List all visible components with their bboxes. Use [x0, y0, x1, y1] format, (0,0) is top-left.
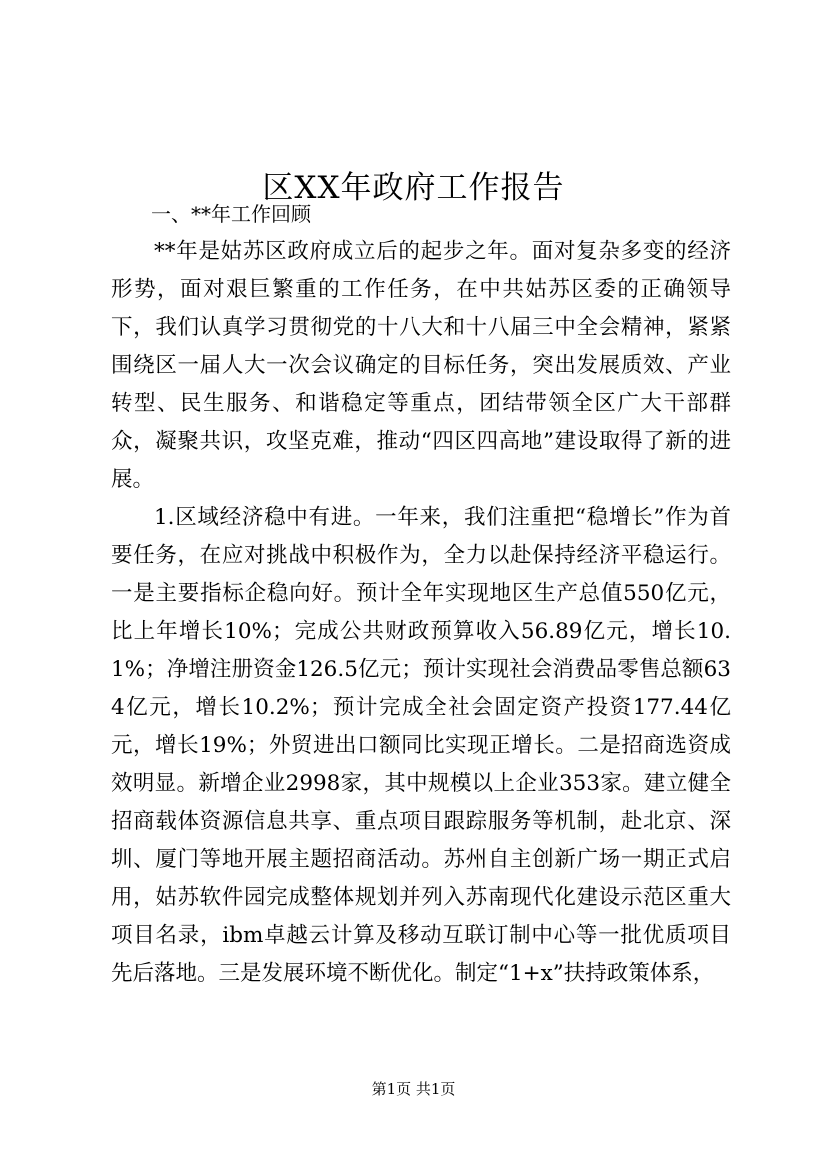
- page-footer: 第1页 共1页: [371, 1080, 456, 1098]
- section-heading: 一、**年工作回顾: [151, 202, 311, 226]
- document-title: 区XX年政府工作报告: [262, 169, 565, 206]
- paragraph-intro: **年是姑苏区政府成立后的起步之年。面对复杂多变的经济形势，面对艰巨繁重的工作任务，在中共姑苏区委的正确领导下，我们认真学习贯彻党的十八大和十八届三中全会精神，紧紧围绕区一届人大一次会议确定的目标任务，突出发展质效、产业转型、民生服务、和谐稳定等重点，团结带领全区广大干部群众，凝聚共识，攻坚克难，推动“四区四高地”建设取得了新的进展。: [111, 239, 731, 492]
- paragraph-economy: 1.区域经济稳中有进。一年来，我们注重把“稳增长”作为首要任务，在应对挑战中积极作为，全力以赴保持经济平稳运行。一是主要指标企稳向好。预计全年实现地区生产总值550亿元，比上年增长10%；完成公共财政预算收入56.89亿元，增长10.1%；净增注册资金126.5亿元；预计实现社会消费品零售总额634亿元，增长10.2%；预计完成全社会固定资产投资177.44亿元，增长19%；外贸进出口额同比实现正增长。二是招商选资成效明显。新增企业2998家，其中规模以上企业353家。建立健全招商载体资源信息共享、重点项目跟踪服务等机制，赴北京、深圳、厦门等地开展主题招商活动。苏州自主创新广场一期正式启用，姑苏软件园完成整体规划并列入苏南现代化建设示范区重大项目名录，ibm卓越云计算及移动互联订制中心等一批优质项目先后落地。三是发展环境不断优化。制定“1+x”扶持政策体系，: [111, 505, 731, 986]
- document-body: [111, 195, 731, 993]
